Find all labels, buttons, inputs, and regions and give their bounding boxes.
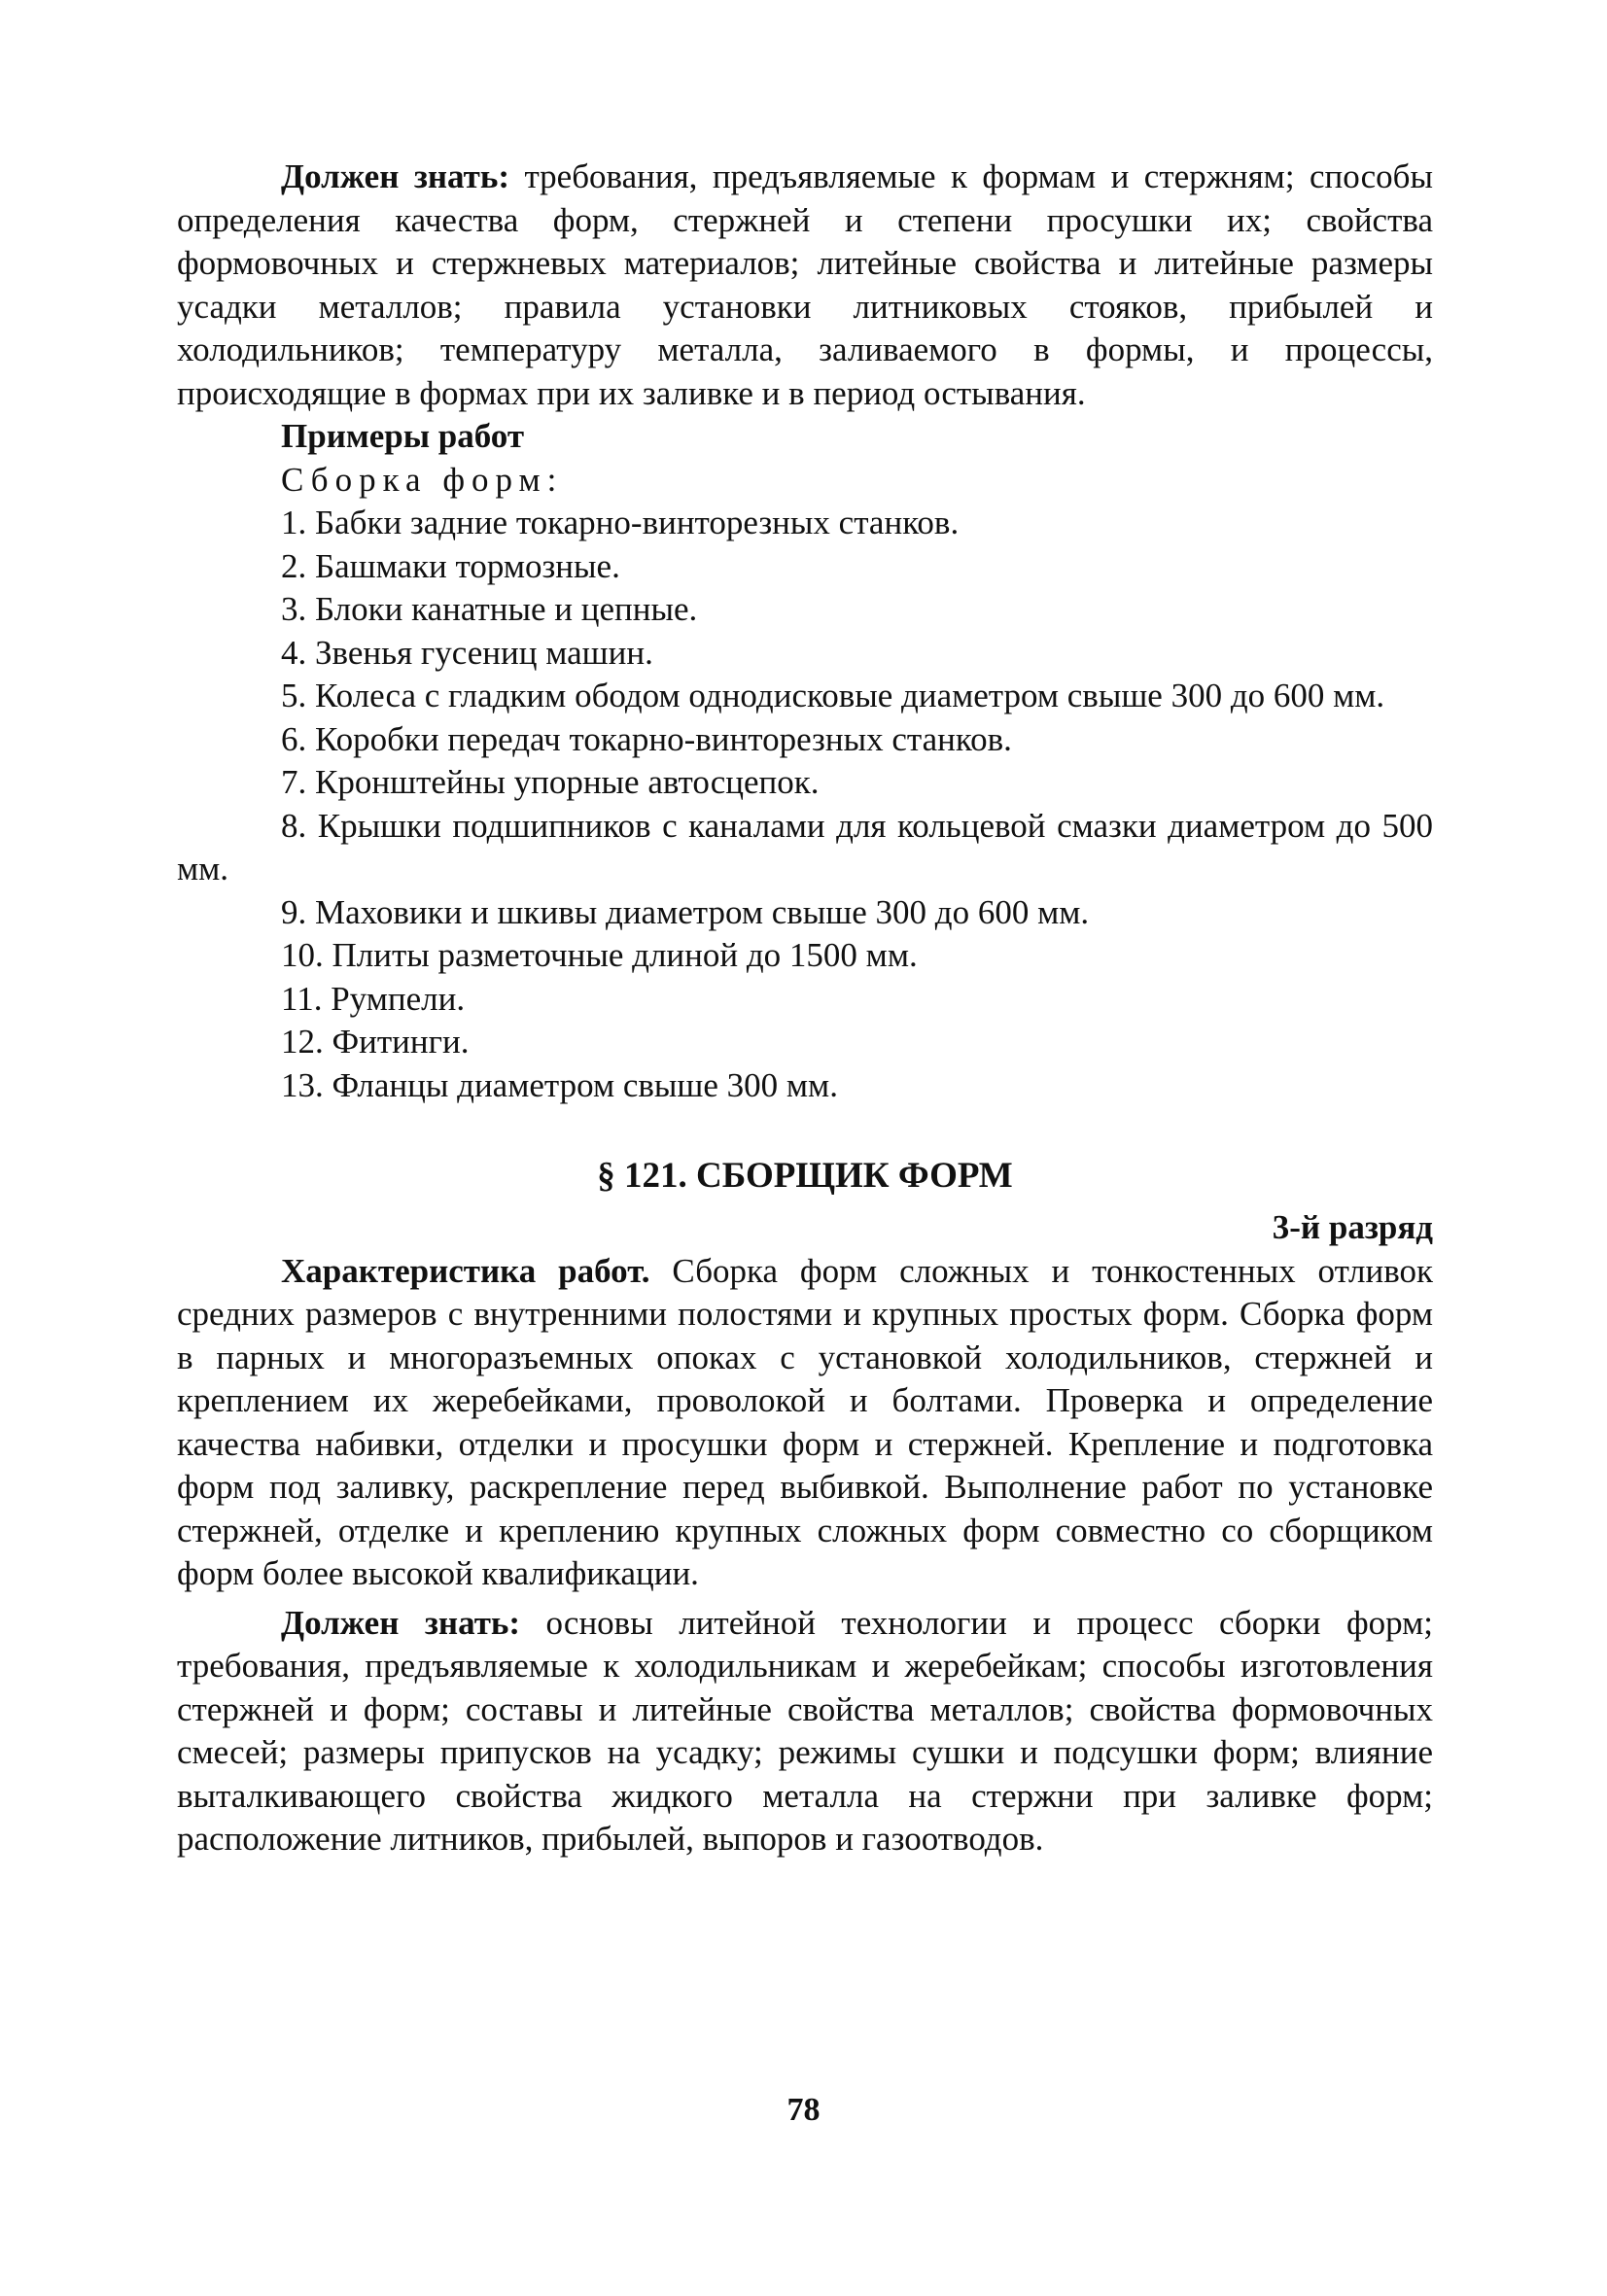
list-item: 9. Маховики и шкивы диаметром свыше 300 до 600 мм. <box>281 892 1090 931</box>
examples-list <box>177 502 1433 1107</box>
section-title: § 121. СБОРЩИК ФОРМ <box>597 1156 1013 1196</box>
list-item: 1. Бабки задние токарно-винторезных станков. <box>281 504 960 541</box>
page-number: 78 <box>786 2092 821 2128</box>
grade-label: 3-й разряд <box>1272 1208 1433 1246</box>
list-item: 10. Плиты разметочные длиной до 1500 мм. <box>281 936 918 974</box>
page-body <box>177 156 1433 1861</box>
characteristics-paragraph <box>177 1250 1433 1596</box>
must-know-text: требования, предъявляемые к формам и стержням; способы определения качества форм, стержней и степени просушки их; свойства формовочных и стержневых материалов; литейные свойства и литейные размеры усадки металлов; правила установки литниковых стояков, прибылей и холодильников; температуру металла, заливаемого в формы, и процессы, происходящие в формах при их заливке и в период остывания. <box>177 157 1433 412</box>
examples-heading: Примеры работ <box>281 417 525 455</box>
list-item: 4. Звенья гусениц машин. <box>281 633 653 672</box>
list-item: 2. Башмаки тормозные. <box>281 546 620 585</box>
list-item: 7. Кронштейны упорные автосцепок. <box>281 763 820 801</box>
must-know-text: основы литейной технологии и процесс сборки форм; требования, предъявляемые к холодильникам и жеребейкам; способы изготовления стержней и форм; составы и литейные свойства металлов; свойства формовочных смесей; размеры припусков на усадку; режимы сушки и подсушки форм; влияние выталкивающего свойства жидкого металла на стержни при заливке форм; расположение литников, прибылей, выпоров и газоотводов. <box>177 1603 1433 1858</box>
list-item: 6. Коробки передач токарно-винторезных станков. <box>281 719 1012 758</box>
list-item: 13. Фланцы диаметром свыше 300 мм. <box>281 1065 838 1104</box>
must-know-paragraph-2 <box>177 1602 1433 1861</box>
characteristics-label: Характеристика работ. <box>281 1251 650 1290</box>
list-item: 11. Румпели. <box>281 979 466 1018</box>
list-item: 8. Крышки подшипников с каналами для кольцевой смазки диаметром до 500 мм. <box>177 806 1433 887</box>
must-know-label: Должен знать: <box>281 157 509 195</box>
characteristics-text: Сборка форм сложных и тонкостенных отливок средних размеров с внутренними полостями и крупных простых форм. Сборка форм в парных и многоразъемных опоках с установкой холодильников, стержней и креплением их жеребейками, проволокой и болтами. Проверка и определение качества набивки, отделки и просушки форм и стержней. Крепление и подготовка форм под заливку, раскрепление перед выбивкой. Выполнение работ по установке стержней, отделке и креплению крупных сложных форм совместно со сборщиком форм более высокой квалификации. <box>177 1251 1433 1592</box>
must-know-label: Должен знать: <box>281 1603 521 1642</box>
list-item: 5. Колеса с гладким ободом однодисковые диаметром свыше 300 до 600 мм. <box>281 677 1385 714</box>
list-item: 12. Фитинги. <box>281 1023 470 1061</box>
list-item: 3. Блоки канатные и цепные. <box>281 590 698 628</box>
examples-subheading: Сборка форм: <box>281 460 564 499</box>
must-know-paragraph-1 <box>177 156 1433 415</box>
